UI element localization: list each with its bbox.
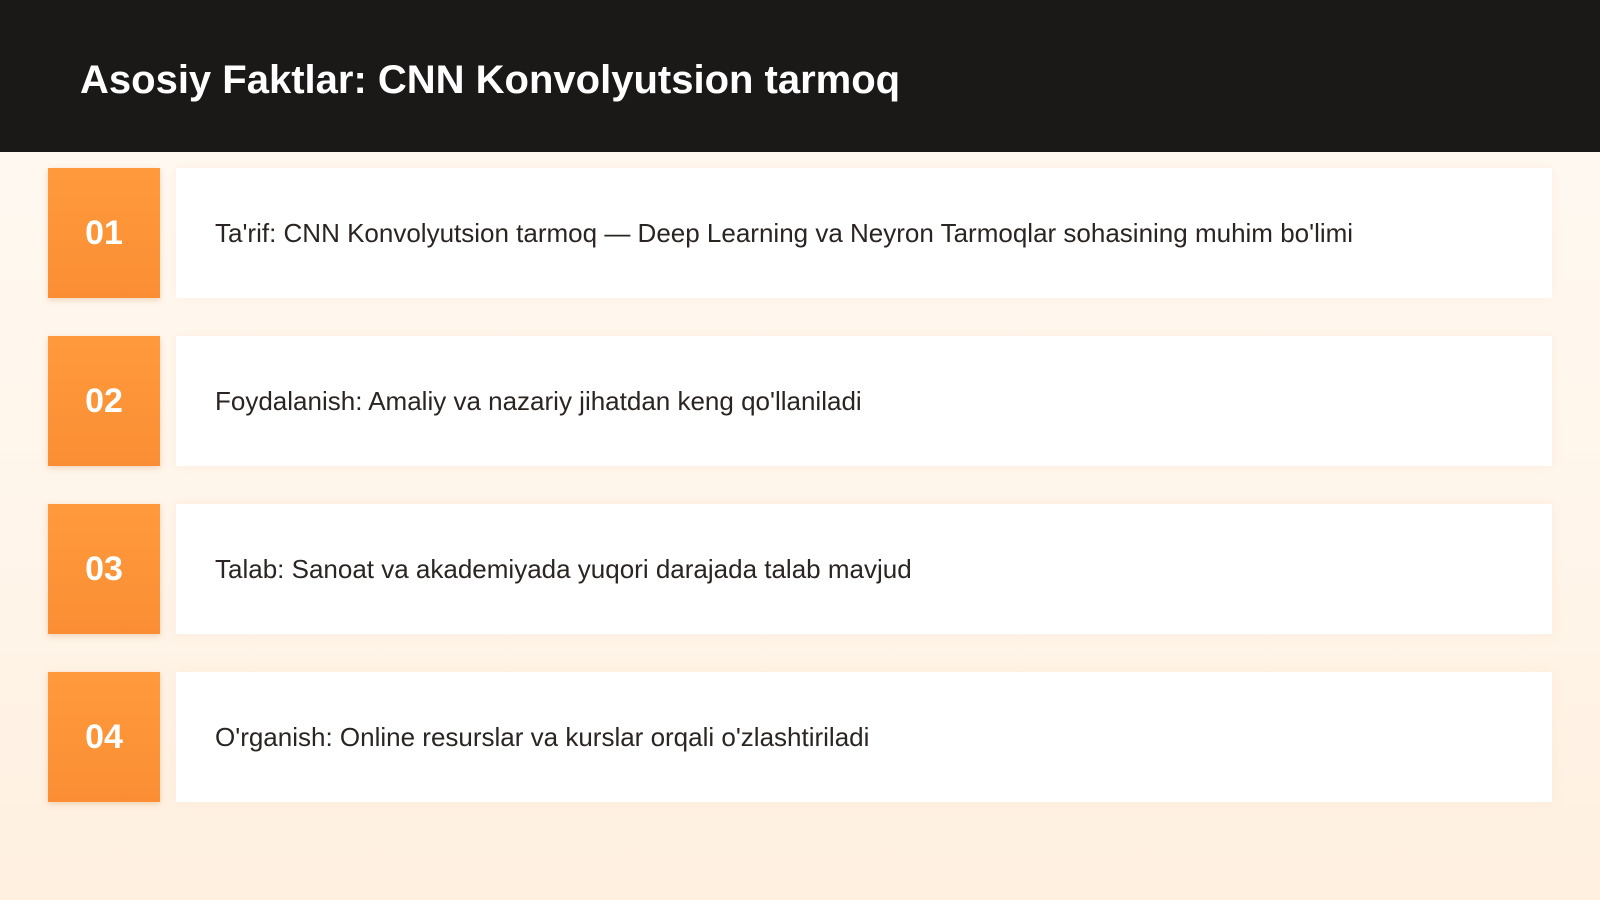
- fact-item: [48, 336, 1552, 466]
- fact-number-badge: [48, 672, 160, 802]
- fact-item: [48, 168, 1552, 298]
- fact-card: [176, 336, 1552, 466]
- fact-card: [176, 672, 1552, 802]
- fact-text: Foydalanish: Amaliy va nazariy jihatdan keng qo'llaniladi: [215, 386, 862, 416]
- fact-item: [48, 504, 1552, 634]
- fact-number: 04: [85, 718, 123, 756]
- fact-item: [48, 672, 1552, 802]
- fact-text: O'rganish: Online resurslar va kurslar orqali o'zlashtiriladi: [215, 722, 870, 752]
- fact-text: Ta'rif: CNN Konvolyutsion tarmoq — Deep Learning va Neyron Tarmoqlar sohasining muhim bo'limi: [215, 218, 1354, 248]
- fact-card: [176, 504, 1552, 634]
- fact-number: 03: [85, 550, 123, 588]
- fact-number-badge: [48, 168, 160, 298]
- fact-number: 01: [85, 214, 123, 252]
- fact-number-badge: [48, 336, 160, 466]
- fact-number: 02: [85, 382, 123, 420]
- fact-number-badge: [48, 504, 160, 634]
- fact-card: [176, 168, 1552, 298]
- slide-title: Asosiy Faktlar: CNN Konvolyutsion tarmoq: [80, 58, 901, 102]
- fact-text: Talab: Sanoat va akademiyada yuqori darajada talab mavjud: [215, 554, 912, 584]
